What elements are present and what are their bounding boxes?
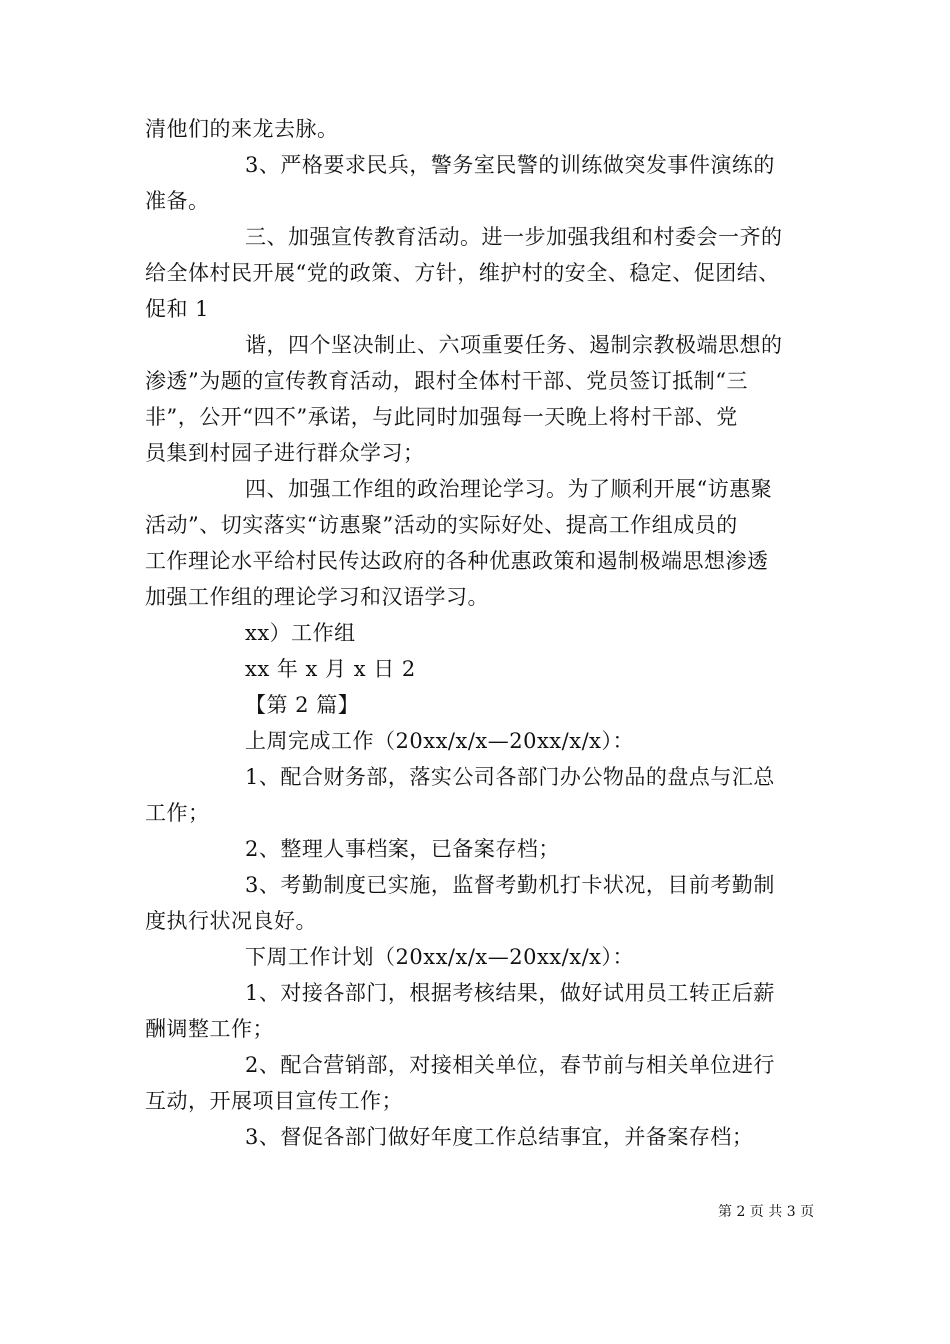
text-line: 渗透”为题的宣传教育活动，跟村全体村干部、党员签订抵制“三 [145, 369, 748, 393]
text-line: 工作； [145, 801, 210, 825]
text-line: 度执行状况良好。 [145, 909, 317, 933]
text-line: 3、严格要求民兵，警务室民警的训练做突发事件演练的 [245, 153, 775, 177]
text-line: 员集到村园子进行群众学习； [145, 441, 425, 465]
text-line: 【第 2 篇】 [245, 693, 360, 717]
text-line: 3、考勤制度已实施，监督考勤机打卡状况，目前考勤制 [245, 873, 775, 897]
text-line: 活动”、切实落实“访惠聚”活动的实际好处、提高工作组成员的 [145, 513, 738, 537]
text-line: 3、督促各部门做好年度工作总结事宜，并备案存档； [245, 1125, 754, 1149]
text-line: 下周工作计划（20xx/x/x—20xx/x/x）： [245, 945, 634, 969]
text-line: xx）工作组 [245, 621, 356, 645]
text-line: 促和 1 [145, 297, 210, 321]
text-line: xx 年 x 月 x 日 2 [245, 657, 416, 681]
document-body [145, 111, 813, 1155]
text-line: 给全体村民开展“党的政策、方针，维护村的安全、稳定、促团结、 [145, 261, 780, 285]
text-line: 1、配合财务部，落实公司各部门办公物品的盘点与汇总 [245, 765, 775, 789]
text-line: 非”，公开“四不”承诺，与此同时加强每一天晚上将村干部、党 [145, 405, 738, 429]
text-line: 2、整理人事档案，已备案存档； [245, 837, 560, 861]
text-line: 2、配合营销部，对接相关单位，春节前与相关单位进行 [245, 1053, 775, 1077]
text-line: 互动，开展项目宣传工作； [145, 1089, 403, 1113]
text-line: 清他们的来龙去脉。 [145, 117, 339, 141]
text-line: 三、加强宣传教育活动。进一步加强我组和村委会一齐的 [245, 225, 783, 249]
text-line: 加强工作组的理论学习和汉语学习。 [145, 585, 489, 609]
text-line: 准备。 [145, 189, 210, 213]
text-line: 上周完成工作（20xx/x/x—20xx/x/x）： [245, 729, 634, 753]
text-line: 四、加强工作组的政治理论学习。为了顺利开展“访惠聚 [245, 477, 773, 501]
text-line: 工作理论水平给村民传达政府的各种优惠政策和遏制极端思想渗透 [145, 549, 769, 573]
page-footer: 第 2 页 共 3 页 [718, 1204, 815, 1220]
text-line: 酬调整工作； [145, 1017, 274, 1041]
text-line: 1、对接各部门，根据考核结果，做好试用员工转正后薪 [245, 981, 775, 1005]
text-line: 谐，四个坚决制止、六项重要任务、遏制宗教极端思想的 [245, 333, 783, 357]
